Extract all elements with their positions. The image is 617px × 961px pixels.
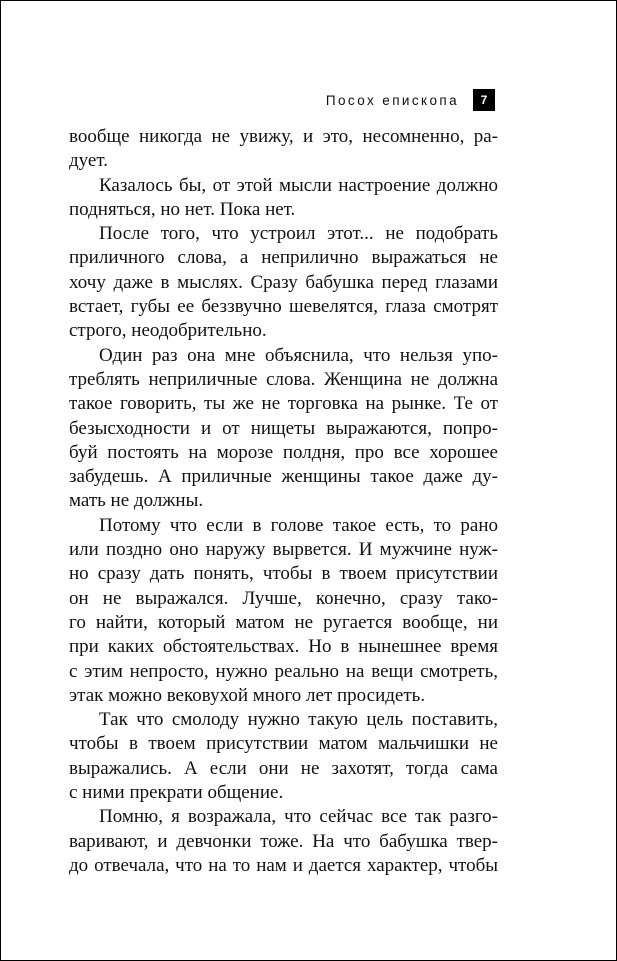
text-line: После того, что устроил этот... не подобрать: [99, 223, 498, 245]
text-line: при каких обстоятельствах. Но в нынешнее время: [69, 636, 498, 658]
text-line: безысходности и от нищеты выражаются, попро-: [69, 417, 498, 439]
text-line: треблять неприличные слова. Женщина не должна: [69, 368, 498, 390]
body-text: [69, 125, 498, 878]
text-line: он не выражался. Лучше, конечно, сразу тако-: [69, 587, 498, 609]
text-line: с ними прекрати общение.: [69, 782, 284, 804]
text-line: дует.: [69, 150, 108, 172]
text-line: Помню, я возражала, что сейчас все так разго-: [99, 806, 498, 828]
text-line: или поздно оно наружу вырвется. И мужчине нуж-: [69, 539, 498, 561]
text-line: буй постоять на морозе полдня, про все хорошее: [69, 441, 498, 463]
text-line: Один раз она мне объяснила, что нельзя упо-: [99, 344, 498, 366]
running-head: [326, 89, 495, 111]
text-line: Так что смолоду нужно такую цель поставить,: [99, 709, 498, 731]
page-number: 7: [473, 89, 495, 111]
text-line: такое говорить, ты же не торговка на рынке. Те от: [69, 393, 498, 415]
text-line: но сразу дать понять, чтобы в твоем присутствии: [69, 563, 498, 585]
text-line: вообще никогда не увижу, и это, несомненно, ра-: [69, 126, 498, 147]
text-line: выражались. А если они не захотят, тогда сама: [69, 757, 498, 779]
text-line: с этим непросто, нужно реально на вещи смотреть,: [69, 660, 498, 682]
text-line: встает, губы ее беззвучно шевелятся, глаза смотрят: [69, 296, 498, 318]
text-line: приличного слова, а неприлично выражаться не: [69, 247, 498, 269]
running-title: Посох епископа: [325, 92, 459, 108]
text-line: забудешь. А приличные женщины такое даже ду-: [69, 466, 498, 488]
text-line: го найти, который матом не ругается вообще, ни: [69, 611, 498, 633]
text-line: Потому что если в голове такое есть, то рано: [99, 514, 498, 536]
text-line: Казалось бы, от этой мысли настроение должно: [99, 174, 498, 196]
text-line: мать не должны.: [69, 490, 204, 512]
text-line: подняться, но нет. Пока нет.: [69, 198, 296, 220]
text-line: чтобы в твоем присутствии матом мальчишки не: [69, 733, 498, 755]
text-line: варивают, и девчонки тоже. На что бабушка твер-: [69, 830, 498, 852]
text-line: хочу даже в мыслях. Сразу бабушка перед глазами: [69, 271, 498, 293]
text-line: до отвечала, что на то нам и дается характер, чтобы: [69, 854, 498, 876]
text-line: этак можно вековухой много лет просидеть.: [69, 684, 426, 706]
text-line: строго, неодобрительно.: [69, 320, 267, 342]
